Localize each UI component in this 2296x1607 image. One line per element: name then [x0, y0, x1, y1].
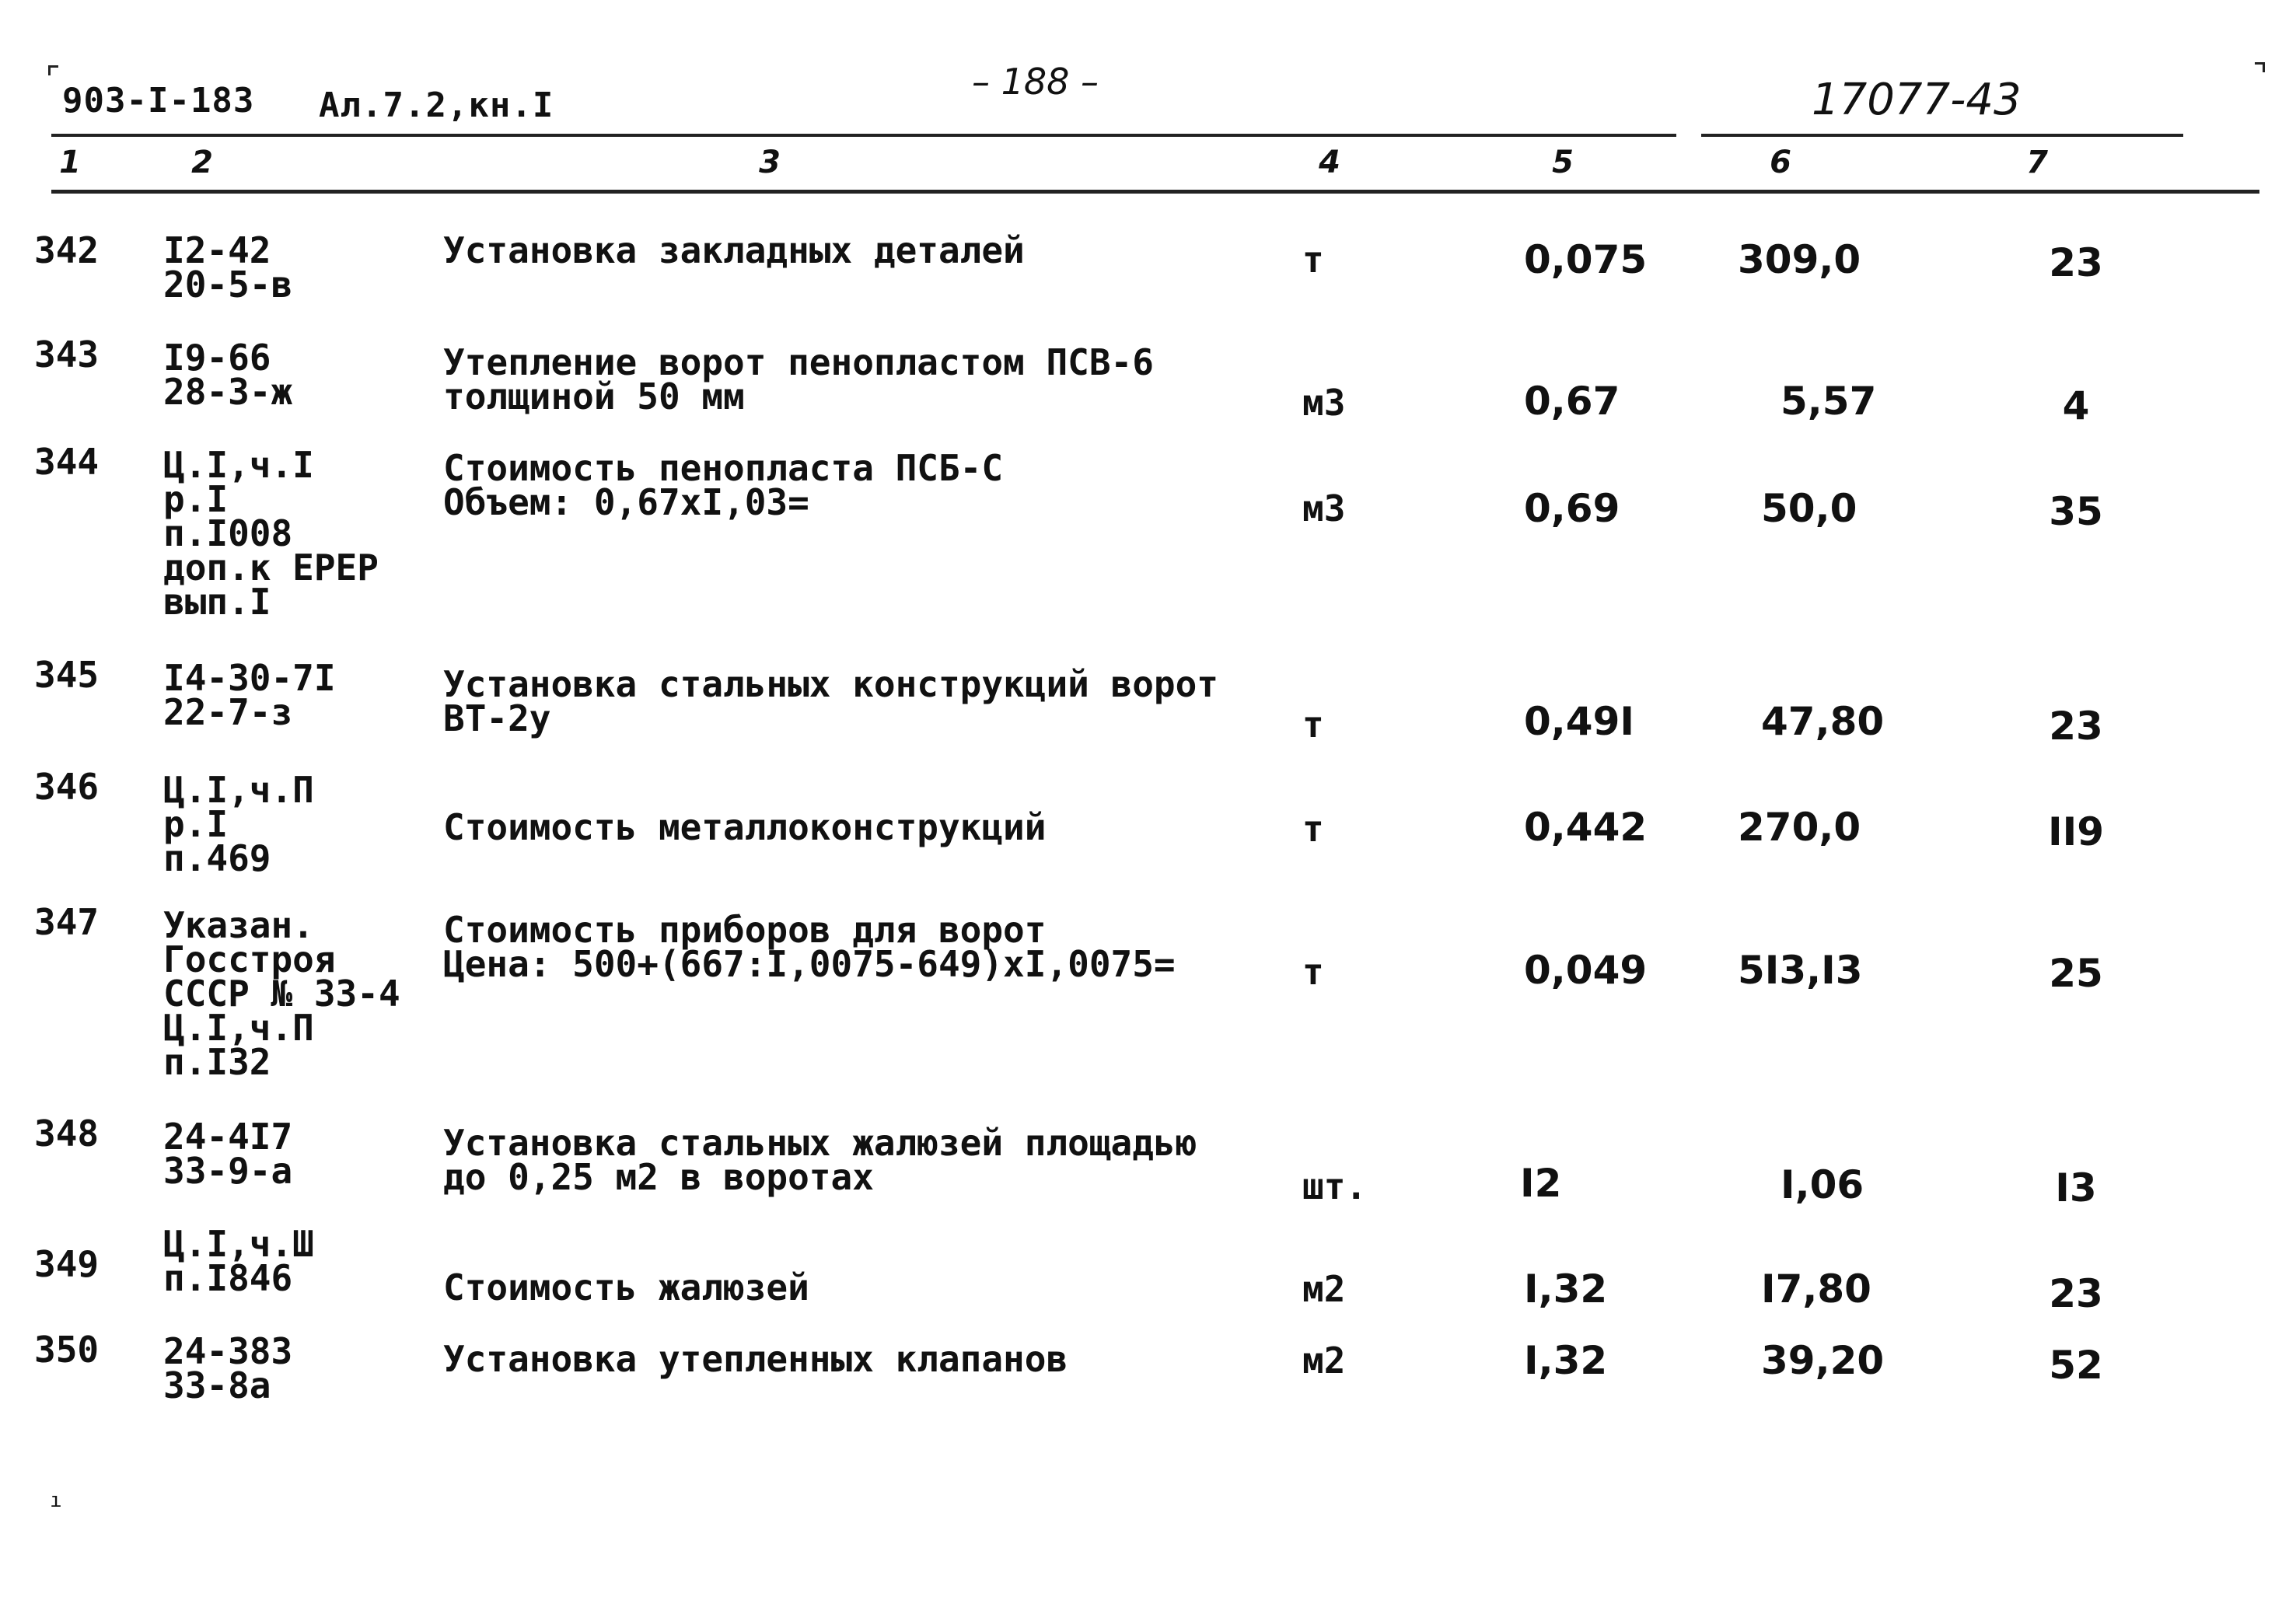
work-description-line: Цена: 500+(667:I,0075-649)хI,0075=: [443, 943, 1176, 985]
doc-number: 17077-43: [1812, 75, 2022, 125]
work-description: [443, 1338, 1322, 1380]
norm-code-line: вып.I: [163, 581, 271, 623]
norm-code-line: доп.к ЕРЕР: [163, 547, 379, 589]
norm-code-line: п.I32: [163, 1041, 271, 1083]
album-ref-text: Ал.7.2,кн.I: [319, 86, 554, 125]
total-cost: 52: [2049, 1343, 2103, 1388]
unit-price: I,06: [1781, 1162, 1864, 1207]
norm-code: [163, 769, 443, 879]
quantity: I,32: [1524, 1338, 1608, 1383]
quantity: I2: [1520, 1161, 1562, 1206]
norm-code: [163, 1330, 443, 1406]
quantity: 0,049: [1524, 948, 1648, 993]
unit-price: 309,0: [1738, 237, 1861, 282]
unit-price: 47,80: [1761, 699, 1885, 744]
norm-code-line: п.I846: [163, 1257, 293, 1299]
unit: м3: [1302, 382, 1346, 424]
norm-code-line: р.I: [163, 803, 229, 845]
row-number: 345: [34, 654, 100, 696]
col-header-2: 2: [191, 145, 213, 180]
unit: т: [1302, 239, 1324, 281]
total-cost: 4: [2062, 383, 2090, 428]
col-header-5: 5: [1552, 145, 1574, 180]
work-description: [443, 229, 1322, 271]
col-header-4: 4: [1319, 145, 1340, 180]
work-description-line: Утепление ворот пенопластом ПСВ-6: [443, 341, 1154, 383]
row-number: 342: [34, 229, 100, 271]
norm-code-line: 33-9-а: [163, 1150, 293, 1192]
norm-code-line: 33-8а: [163, 1364, 271, 1406]
unit: м2: [1302, 1340, 1346, 1382]
doc-code: [62, 81, 254, 121]
corner-mark-left: [48, 65, 58, 75]
quantity: 0,67: [1524, 379, 1620, 424]
norm-code-line: I9-66: [163, 337, 271, 379]
doc-code-text: 903-I-183: [62, 81, 255, 121]
unit: шт.: [1302, 1165, 1368, 1207]
row-number: 343: [34, 334, 100, 376]
norm-code: [163, 657, 443, 733]
work-description-line: Установка стальных жалюзей площадью: [443, 1122, 1197, 1164]
work-description: [443, 663, 1322, 739]
unit-price: I7,80: [1761, 1266, 1871, 1312]
row-number: 348: [34, 1113, 100, 1155]
row-number: 344: [34, 441, 100, 483]
total-cost: 23: [2049, 240, 2103, 285]
quantity: 0,69: [1524, 486, 1620, 531]
norm-code-line: р.I: [163, 478, 229, 520]
row-number: 349: [34, 1243, 100, 1285]
total-cost: 25: [2049, 951, 2103, 996]
norm-code-line: Госстроя: [163, 938, 336, 980]
norm-code-line: 24-383: [163, 1330, 293, 1372]
total-cost: II9: [2048, 809, 2104, 854]
unit-price: 5,57: [1781, 379, 1877, 424]
norm-code-line: п.469: [163, 837, 271, 879]
quantity: I,32: [1524, 1266, 1608, 1312]
norm-code-line: Ц.I,ч.I: [163, 444, 314, 486]
unit-price: 270,0: [1738, 805, 1861, 850]
col-header-1: 1: [59, 145, 81, 180]
col-header-7: 7: [2026, 145, 2048, 180]
norm-code: [163, 229, 443, 306]
row-number: 350: [34, 1329, 100, 1371]
header-top-line-left: [51, 134, 1676, 137]
work-description: [443, 806, 1322, 848]
work-description: [443, 1122, 1322, 1198]
work-description-line: Объем: 0,67хI,03=: [443, 481, 809, 523]
norm-code: [163, 444, 443, 623]
total-cost: I3: [2055, 1165, 2097, 1210]
unit-price: 39,20: [1761, 1338, 1885, 1383]
work-description: [443, 447, 1322, 523]
norm-code-line: Ц.I,ч.П: [163, 1007, 314, 1049]
col-header-6: 6: [1770, 145, 1791, 180]
norm-code-line: Указан.: [163, 904, 314, 946]
quantity: 0,442: [1524, 805, 1648, 850]
norm-code: [163, 904, 443, 1083]
norm-code-line: СССР № 33-4: [163, 973, 400, 1015]
norm-code-line: I2-42: [163, 229, 271, 271]
norm-code-line: 20-5-в: [163, 264, 293, 306]
norm-code: [163, 337, 443, 413]
unit: м3: [1302, 487, 1346, 529]
work-description-line: ВТ-2у: [443, 697, 551, 739]
work-description-line: Стоимость приборов для ворот: [443, 909, 1047, 951]
work-description: [443, 909, 1322, 985]
work-description: [443, 341, 1322, 417]
norm-code-line: 28-3-ж: [163, 371, 293, 413]
work-description-line: Установка утепленных клапанов: [443, 1338, 1068, 1380]
work-description-line: Стоимость пенопласта ПСБ-С: [443, 447, 1004, 489]
work-description-line: Установка стальных конструкций ворот: [443, 663, 1218, 705]
total-cost: 23: [2049, 1271, 2103, 1316]
unit-price: 50,0: [1761, 486, 1857, 531]
unit-price: 5I3,I3: [1738, 948, 1863, 993]
page-number: – 188 –: [972, 61, 1099, 103]
norm-code-line: I4-30-7I: [163, 657, 336, 699]
page-corner-mark: ı: [50, 1489, 62, 1512]
norm-code: [163, 1223, 443, 1299]
work-description-line: Стоимость металлоконструкций: [443, 806, 1047, 848]
total-cost: 23: [2049, 704, 2103, 749]
norm-code-line: 24-4I7: [163, 1116, 293, 1158]
norm-code-line: 22-7-з: [163, 691, 293, 733]
norm-code-line: Ц.I,ч.Ш: [163, 1223, 314, 1265]
work-description-line: Установка закладных деталей: [443, 229, 1025, 271]
unit: т: [1302, 808, 1324, 850]
work-description-line: толщиной 50 мм: [443, 376, 745, 417]
col-header-3: 3: [759, 145, 781, 180]
norm-code-line: п.I008: [163, 512, 293, 554]
row-number: 347: [34, 901, 100, 943]
unit: м2: [1302, 1268, 1346, 1310]
row-number: 346: [34, 766, 100, 808]
quantity: 0,49I: [1524, 699, 1634, 744]
work-description-line: Стоимость жалюзей: [443, 1266, 809, 1308]
work-description-line: до 0,25 м2 в воротах: [443, 1156, 874, 1198]
corner-mark-right: [2255, 62, 2265, 72]
unit: т: [1302, 951, 1324, 993]
norm-code: [163, 1116, 443, 1192]
unit: т: [1302, 704, 1324, 746]
work-description: [443, 1266, 1322, 1308]
norm-code-line: Ц.I,ч.П: [163, 769, 314, 811]
album-ref: [319, 86, 554, 125]
header-bottom-line: [51, 190, 2259, 194]
header-top-line-right: [1701, 134, 2183, 137]
total-cost: 35: [2049, 489, 2103, 534]
quantity: 0,075: [1524, 237, 1648, 282]
